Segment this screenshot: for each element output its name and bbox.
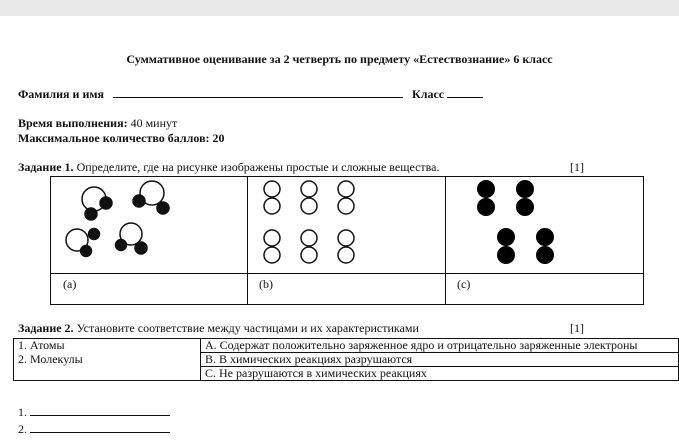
task1-points: [1] <box>570 160 584 174</box>
panel-c-molecules <box>477 180 554 264</box>
name-label: Фамилия и имя <box>18 87 105 101</box>
top-bar <box>0 0 679 16</box>
molecule-drawings <box>51 177 643 273</box>
panel-b-label: (b) <box>259 277 273 291</box>
task1-text: Определите, где на рисунке изображены простые и сложные вещества. <box>76 160 440 174</box>
characteristic-cell: C. Не разрушаются в химических реакциях <box>201 367 679 381</box>
answer-label: 2. <box>18 422 27 436</box>
answer-line-2[interactable] <box>18 421 170 437</box>
page-title: Суммативное оценивание за 2 четверть по предмету «Естествознание» 6 класс <box>126 52 553 66</box>
time-row <box>18 116 177 131</box>
particle-cell <box>14 367 201 381</box>
answer-field[interactable] <box>30 421 170 433</box>
task2-points: [1] <box>570 321 584 335</box>
time-value: 40 минут <box>130 116 178 130</box>
table-row <box>14 339 679 353</box>
answer-line-1[interactable] <box>18 404 170 420</box>
task1-heading <box>18 160 439 175</box>
answer-label: 1. <box>18 405 27 419</box>
panel-a-label: (a) <box>63 277 77 291</box>
task1-figure <box>50 176 644 305</box>
panel-a-molecules <box>66 181 169 257</box>
name-field[interactable] <box>113 86 403 98</box>
task2-label: Задание 2. <box>18 321 74 335</box>
class-label: Класс <box>412 87 445 101</box>
characteristic-cell: A. Содержат положительно заряженное ядро и отрицательно заряженные электроны <box>201 339 679 353</box>
task2-heading <box>18 321 419 336</box>
table-row <box>14 367 679 381</box>
max-score: Максимальное количество баллов: 20 <box>18 131 225 145</box>
task1-label: Задание 1. <box>18 160 74 174</box>
time-label: Время выполнения: <box>18 116 128 130</box>
matching-table <box>13 338 679 381</box>
panel-b-molecules <box>264 181 354 263</box>
name-row <box>18 86 483 102</box>
particle-cell: 2. Молекулы <box>14 353 201 367</box>
class-field[interactable] <box>447 86 483 98</box>
figure-divider <box>51 273 643 274</box>
answer-field[interactable] <box>30 404 170 416</box>
table-row <box>14 353 679 367</box>
panel-c-label: (c) <box>457 277 471 291</box>
particle-cell: 1. Атомы <box>14 339 201 353</box>
characteristic-cell: B. В химических реакциях разрушаются <box>201 353 679 367</box>
task2-text: Установите соответствие между частицами и их характеристиками <box>76 321 419 335</box>
